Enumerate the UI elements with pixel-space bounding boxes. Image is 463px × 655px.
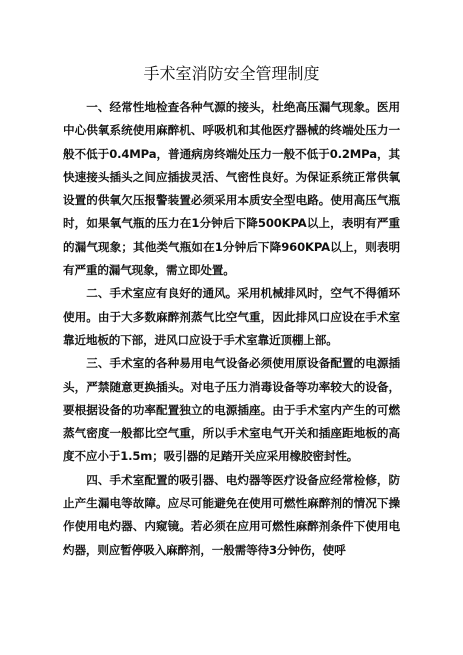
paragraph-4: 四、手术室配置的吸引器、电灼器等医疗设备应经常检修，防止产生漏电等故障。应尽可能避免在使用可燃性麻醉剂的情况下操作使用电灼器、内窥镜。若必须在应用可燃性麻醉剂条件下使用电灼器，则应暂停吸入麻醉剂，一般需等待3分钟伤，使呼 <box>63 472 400 557</box>
paragraph-2: 二、手术室应有良好的通风。采用机械排风时，空气不得循环使用。由于大多数麻醉剂蒸气比空气重，因此排风口应设在手术室靠近地板的下部，进风口应设于手术室靠近顶棚上部。 <box>63 286 400 347</box>
document-title: 手术室消防安全管理制度 <box>143 64 320 83</box>
paragraph-1: 一、经常性地检查各种气源的接头，杜绝高压漏气现象。医用中心供氧系统使用麻醉机、呼吸机和其他医疗器械的终端处压力一般不低于0.4MPa，普通病房终端处压力一般不低于0.2MPa，其快速接头插头之间应插拔灵活、气密性良好。为保证系统正常供氧设置的供氧欠压报警装置必须采用本质安全型电路。使用高压气瓶时，如果氧气瓶的压力在1分钟后下降500KPA以上，表明有严重的漏气现象；其他类气瓶如在1分钟后下降960KPA以上，则表明有严重的漏气现象，需立即处置。 <box>63 100 400 278</box>
paragraph-3: 三、手术室的各种易用电气设备必须使用原设备配置的电源插头，严禁随意更换插头。对电子压力消毒设备等功率较大的设备，要根据设备的功率配置独立的电源插座。由于手术室内产生的可燃蒸气密度一般都比空气重，所以手术室电气开关和插座距地板的高度不应小于1.5m；吸引器的足踏开关应采用橡胶密封性。 <box>63 356 400 464</box>
document-body <box>63 96 400 562</box>
